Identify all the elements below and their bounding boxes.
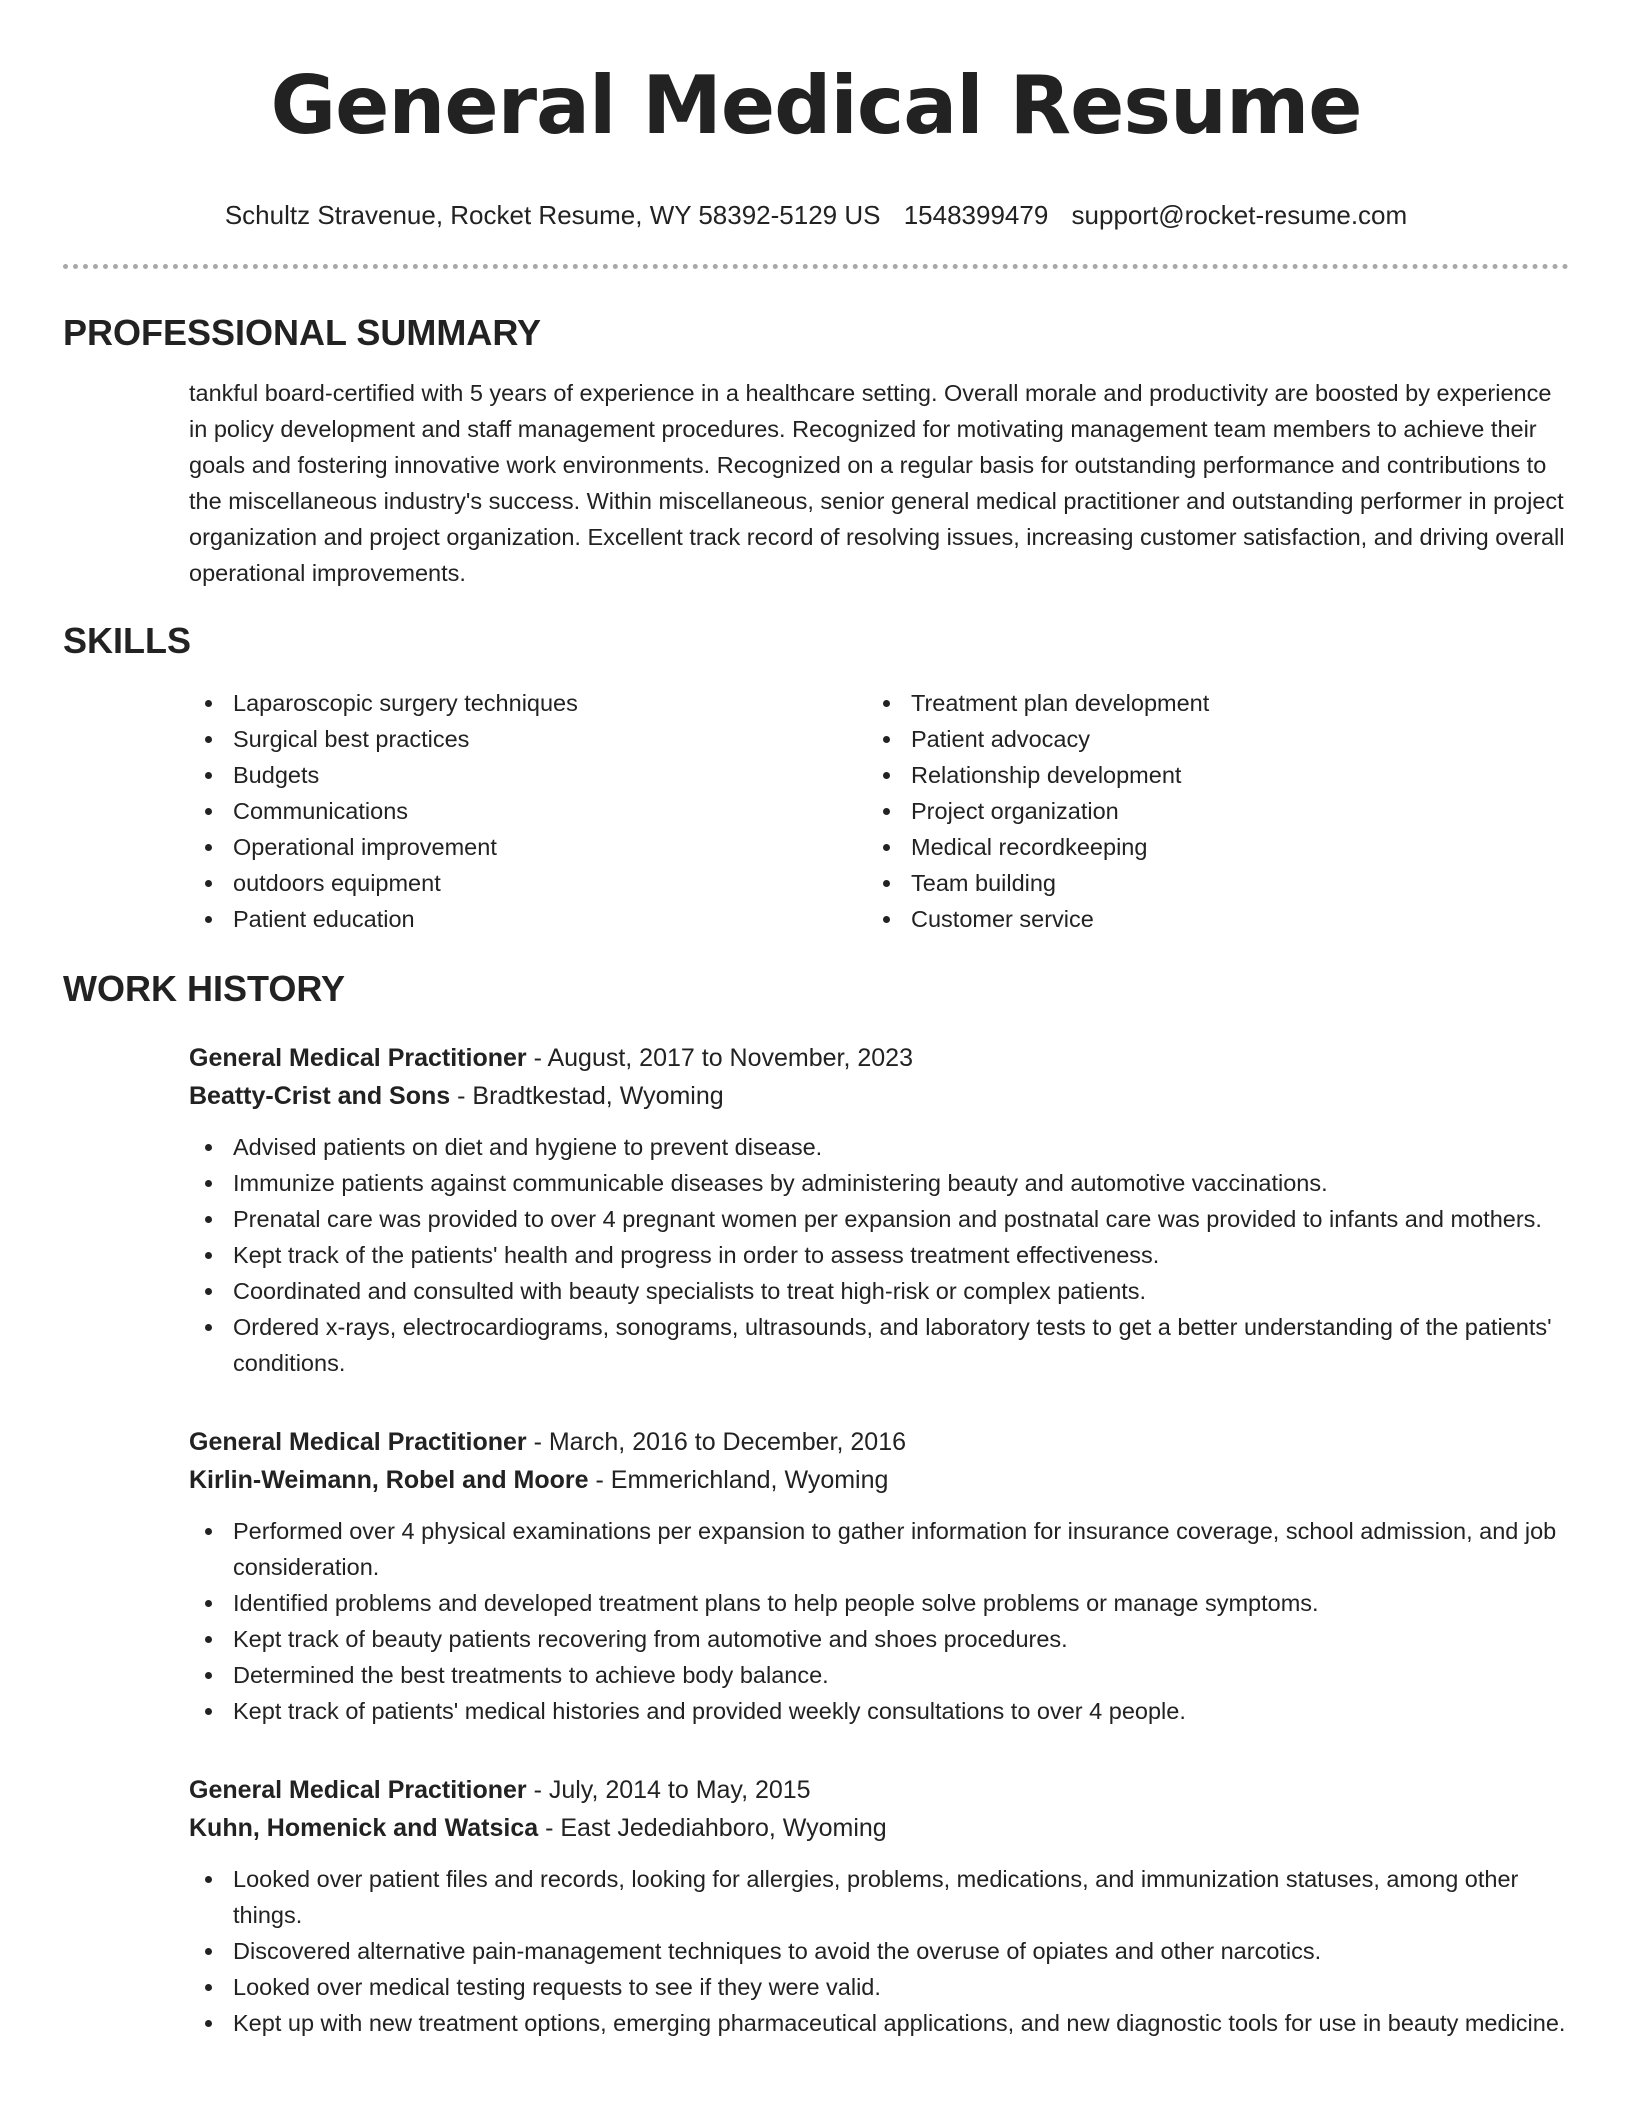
contact-phone: 1548399479 <box>903 200 1049 230</box>
job-title: General Medical Practitioner <box>189 1044 527 1072</box>
skill-item: Patient education <box>189 901 867 937</box>
contact-address: Schultz Stravenue, Rocket Resume, WY 58392-5129 US <box>224 200 881 230</box>
job-bullet: Kept track of beauty patients recovering from automotive and shoes procedures. <box>189 1621 1569 1657</box>
skill-item: Laparoscopic surgery techniques <box>189 685 867 721</box>
job-company: Beatty-Crist and Sons <box>189 1082 451 1110</box>
job-entry <box>189 1771 1569 2041</box>
skill-item: Communications <box>189 793 867 829</box>
job-bullets <box>189 1861 1569 2041</box>
job-bullet: Advised patients on diet and hygiene to prevent disease. <box>189 1129 1569 1165</box>
job-company-line <box>189 1461 1569 1499</box>
job-company-line <box>189 1077 1569 1115</box>
skill-item: Relationship development <box>867 757 1545 793</box>
skill-item: Patient advocacy <box>867 721 1545 757</box>
job-title-line <box>189 1039 1569 1077</box>
job-title: General Medical Practitioner <box>189 1428 527 1456</box>
skill-item: Medical recordkeeping <box>867 829 1545 865</box>
work-history-heading: WORK HISTORY <box>63 968 346 1009</box>
job-bullet: Kept up with new treatment options, emerging pharmaceutical applications, and new diagnostic tools for use in beauty medicine. <box>189 2005 1569 2041</box>
job-company-line <box>189 1809 1569 1847</box>
contact-email: support@rocket-resume.com <box>1071 200 1408 230</box>
job-bullet: Looked over medical testing requests to see if they were valid. <box>189 1969 1569 2005</box>
job-bullets <box>189 1513 1569 1729</box>
job-dates: - March, 2016 to December, 2016 <box>526 1428 906 1456</box>
resume-title: General Medical Resume <box>270 59 1362 152</box>
job-bullet: Identified problems and developed treatment plans to help people solve problems or manage symptoms. <box>189 1585 1569 1621</box>
skills-heading: SKILLS <box>63 620 192 661</box>
skills-column-left <box>189 685 867 937</box>
job-location: - East Jedediahboro, Wyoming <box>538 1814 887 1842</box>
job-bullet: Ordered x-rays, electrocardiograms, sonograms, ultrasounds, and laboratory tests to get a better understanding of the patients' conditions. <box>189 1309 1569 1381</box>
skill-item: Customer service <box>867 901 1545 937</box>
skill-item: Project organization <box>867 793 1545 829</box>
skills-list <box>189 685 1569 937</box>
job-dates: - August, 2017 to November, 2023 <box>526 1044 913 1072</box>
skill-item: Team building <box>867 865 1545 901</box>
work-history <box>189 1039 1569 2041</box>
skills-column-right <box>867 685 1545 937</box>
summary-text: tankful board-certified with 5 years of experience in a healthcare setting. Overall morale and productivity are boosted by experience in policy development and staff management procedures. Recognized for motivating management team members to achieve their goals and fostering innovative work environments. Recognized on a regular basis for outstanding performance and contributions to the miscellaneous industry's success. Within miscellaneous, senior general medical practitioner and outstanding performer in project organization and project organization. Excellent track record of resolving issues, increasing customer satisfaction, and driving overall operational improvements. <box>189 380 1565 586</box>
job-location: - Bradtkestad, Wyoming <box>450 1082 724 1110</box>
job-company: Kuhn, Homenick and Watsica <box>189 1814 539 1842</box>
skill-item: Surgical best practices <box>189 721 867 757</box>
job-bullet: Coordinated and consulted with beauty specialists to treat high-risk or complex patients. <box>189 1273 1569 1309</box>
job-location: - Emmerichland, Wyoming <box>588 1466 889 1494</box>
job-entry <box>189 1039 1569 1381</box>
contact-line <box>63 198 1569 232</box>
job-title-line <box>189 1771 1569 1809</box>
job-bullets <box>189 1129 1569 1381</box>
job-bullet: Determined the best treatments to achieve body balance. <box>189 1657 1569 1693</box>
job-bullet: Discovered alternative pain-management techniques to avoid the overuse of opiates and other narcotics. <box>189 1933 1569 1969</box>
job-bullet: Kept track of the patients' health and progress in order to assess treatment effectiveness. <box>189 1237 1569 1273</box>
job-bullet: Kept track of patients' medical histories and provided weekly consultations to over 4 people. <box>189 1693 1569 1729</box>
skill-item: Operational improvement <box>189 829 867 865</box>
skill-item: Budgets <box>189 757 867 793</box>
job-entry <box>189 1423 1569 1729</box>
header-divider <box>63 264 1569 269</box>
job-bullet: Prenatal care was provided to over 4 pregnant women per expansion and postnatal care was provided to infants and mothers. <box>189 1201 1569 1237</box>
skill-item: outdoors equipment <box>189 865 867 901</box>
summary-heading: PROFESSIONAL SUMMARY <box>63 312 542 353</box>
skill-item: Treatment plan development <box>867 685 1545 721</box>
job-title: General Medical Practitioner <box>189 1776 527 1804</box>
job-company: Kirlin-Weimann, Robel and Moore <box>189 1466 589 1494</box>
job-dates: - July, 2014 to May, 2015 <box>526 1776 811 1804</box>
job-title-line <box>189 1423 1569 1461</box>
job-bullet: Performed over 4 physical examinations per expansion to gather information for insurance coverage, school admission, and job consideration. <box>189 1513 1569 1585</box>
job-bullet: Looked over patient files and records, looking for allergies, problems, medications, and immunization statuses, among other things. <box>189 1861 1569 1933</box>
job-bullet: Immunize patients against communicable diseases by administering beauty and automotive vaccinations. <box>189 1165 1569 1201</box>
